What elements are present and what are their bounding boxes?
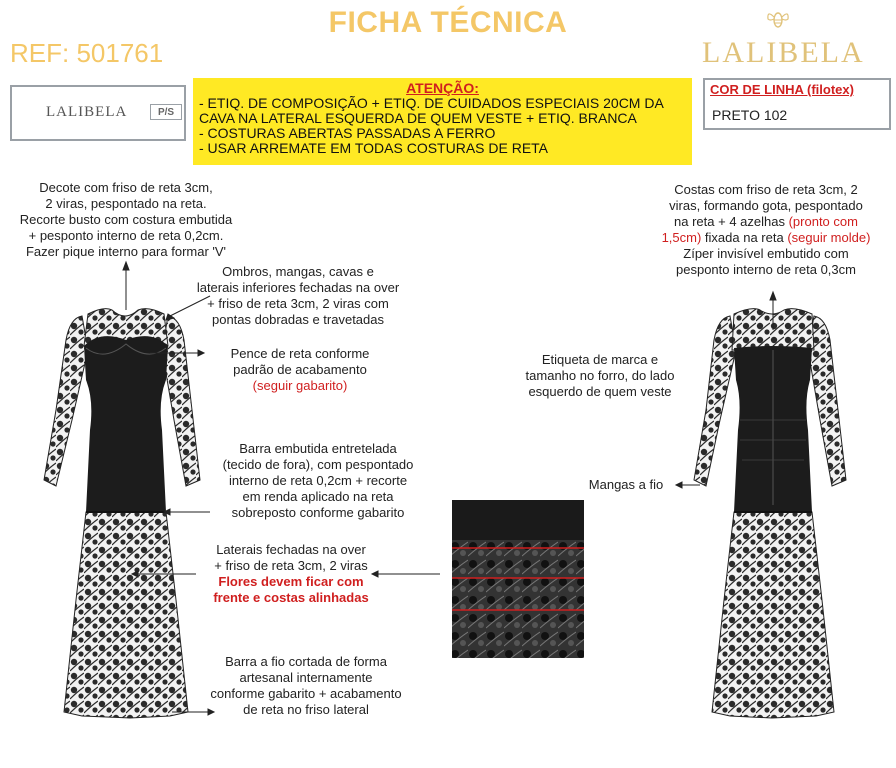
note-line: + friso de reta 3cm, 2 viras bbox=[214, 558, 368, 573]
front-dress-drawing bbox=[44, 309, 200, 718]
thread-color-title: COR DE LINHA (filotex) bbox=[710, 82, 854, 97]
note-text-red: 1,5cm) bbox=[661, 230, 702, 245]
back-dress-drawing bbox=[694, 309, 846, 718]
note-line: interno de reta 0,2cm + recorte bbox=[228, 473, 408, 488]
note-line: tamanho no forro, do lado bbox=[525, 368, 675, 383]
note-line: Mangas a fio bbox=[588, 477, 664, 492]
note-line: Barra a fio cortada de forma bbox=[225, 654, 387, 669]
note-line: 2 viras, pespontado na reta. bbox=[45, 196, 207, 211]
attention-title: ATENÇÃO: bbox=[406, 80, 479, 96]
fabric-swatch-photo bbox=[452, 500, 584, 658]
note-line-red: (seguir gabarito) bbox=[252, 378, 348, 393]
note-neckline bbox=[0, 180, 252, 260]
note-line: Recorte busto com costura embutida bbox=[19, 212, 233, 227]
note-back bbox=[640, 182, 892, 278]
note-line: Decote com friso de reta 3cm, bbox=[39, 180, 213, 195]
note-line bbox=[640, 214, 892, 230]
note-line: + pesponto interno de reta 0,2cm. bbox=[28, 228, 224, 243]
note-line: Pence de reta conforme bbox=[230, 346, 370, 361]
note-text-red: (seguir molde) bbox=[787, 230, 871, 245]
note-line: + friso de reta 3cm, 2 viras com bbox=[207, 296, 389, 311]
note-sides bbox=[196, 542, 386, 606]
note-line: pontas dobradas e travetadas bbox=[211, 312, 384, 327]
note-line: de reta no friso lateral bbox=[243, 702, 369, 717]
attention-item: - ETIQ. DE COMPOSIÇÃO + ETIQ. DE CUIDADOS ESPECIAIS 20CM DA bbox=[199, 95, 664, 111]
note-text-red: (pronto com bbox=[788, 214, 858, 229]
note-line: Fazer pique interno para formar 'V' bbox=[25, 244, 227, 259]
note-text: fixada na reta bbox=[701, 230, 788, 245]
reference-number: REF: 501761 bbox=[10, 38, 164, 68]
note-brand-label bbox=[498, 352, 702, 400]
note-line: (tecido de fora), com pespontado bbox=[222, 457, 414, 472]
note-line bbox=[640, 230, 892, 246]
note-line: laterais inferiores fechadas na over bbox=[196, 280, 400, 295]
note-dart bbox=[200, 346, 400, 394]
back-lace-skirt bbox=[712, 512, 834, 718]
note-hem-band bbox=[196, 441, 440, 521]
note-line: Ombros, mangas, cavas e bbox=[222, 264, 374, 279]
attention-item: CAVA NA LATERAL ESQUERDA DE QUEM VESTE + ETIQ. BRANCA bbox=[199, 110, 637, 126]
front-solid-body bbox=[84, 336, 168, 512]
page-title: FICHA TÉCNICA bbox=[328, 6, 568, 39]
note-line: Barra embutida entretelada bbox=[239, 441, 397, 456]
note-line-red: Flores devem ficar com bbox=[218, 574, 364, 589]
note-line: sobreposto conforme gabarito bbox=[231, 505, 405, 520]
note-line: Zíper invisível embutido com bbox=[683, 246, 849, 261]
brand-logo: LALIBELA bbox=[702, 36, 865, 69]
note-line: conforme gabarito + acabamento bbox=[210, 686, 402, 701]
note-line: viras, formando gota, pespontado bbox=[669, 198, 863, 213]
note-line: Costas com friso de reta 3cm, 2 bbox=[674, 182, 858, 197]
back-left-sleeve bbox=[694, 316, 736, 486]
note-line: em renda aplicado na reta bbox=[242, 489, 394, 504]
note-line: artesanal internamente bbox=[239, 670, 373, 685]
note-line-red: frente e costas alinhadas bbox=[213, 590, 369, 605]
note-line: padrão de acabamento bbox=[233, 362, 367, 377]
label-size-tag: P/S bbox=[150, 104, 182, 120]
front-left-sleeve bbox=[44, 316, 88, 486]
note-line: esquerdo de quem veste bbox=[528, 384, 672, 399]
note-shoulders bbox=[178, 264, 418, 328]
note-line: pesponto interno de reta 0,3cm bbox=[676, 262, 856, 277]
note-line: Etiqueta de marca e bbox=[541, 352, 659, 367]
front-lace-skirt bbox=[64, 512, 188, 718]
note-sleeves bbox=[576, 477, 676, 493]
thread-color-value: PRETO 102 bbox=[712, 107, 788, 123]
note-hem bbox=[186, 654, 426, 718]
attention-item: - USAR ARREMATE EM TODAS COSTURAS DE RETA bbox=[199, 140, 549, 156]
attention-item: - COSTURAS ABERTAS PASSADAS A FERRO bbox=[199, 125, 496, 141]
label-brand-text: LALIBELA bbox=[46, 104, 128, 120]
note-line: Laterais fechadas na over bbox=[216, 542, 366, 557]
note-text: na reta + 4 azelhas bbox=[674, 214, 789, 229]
